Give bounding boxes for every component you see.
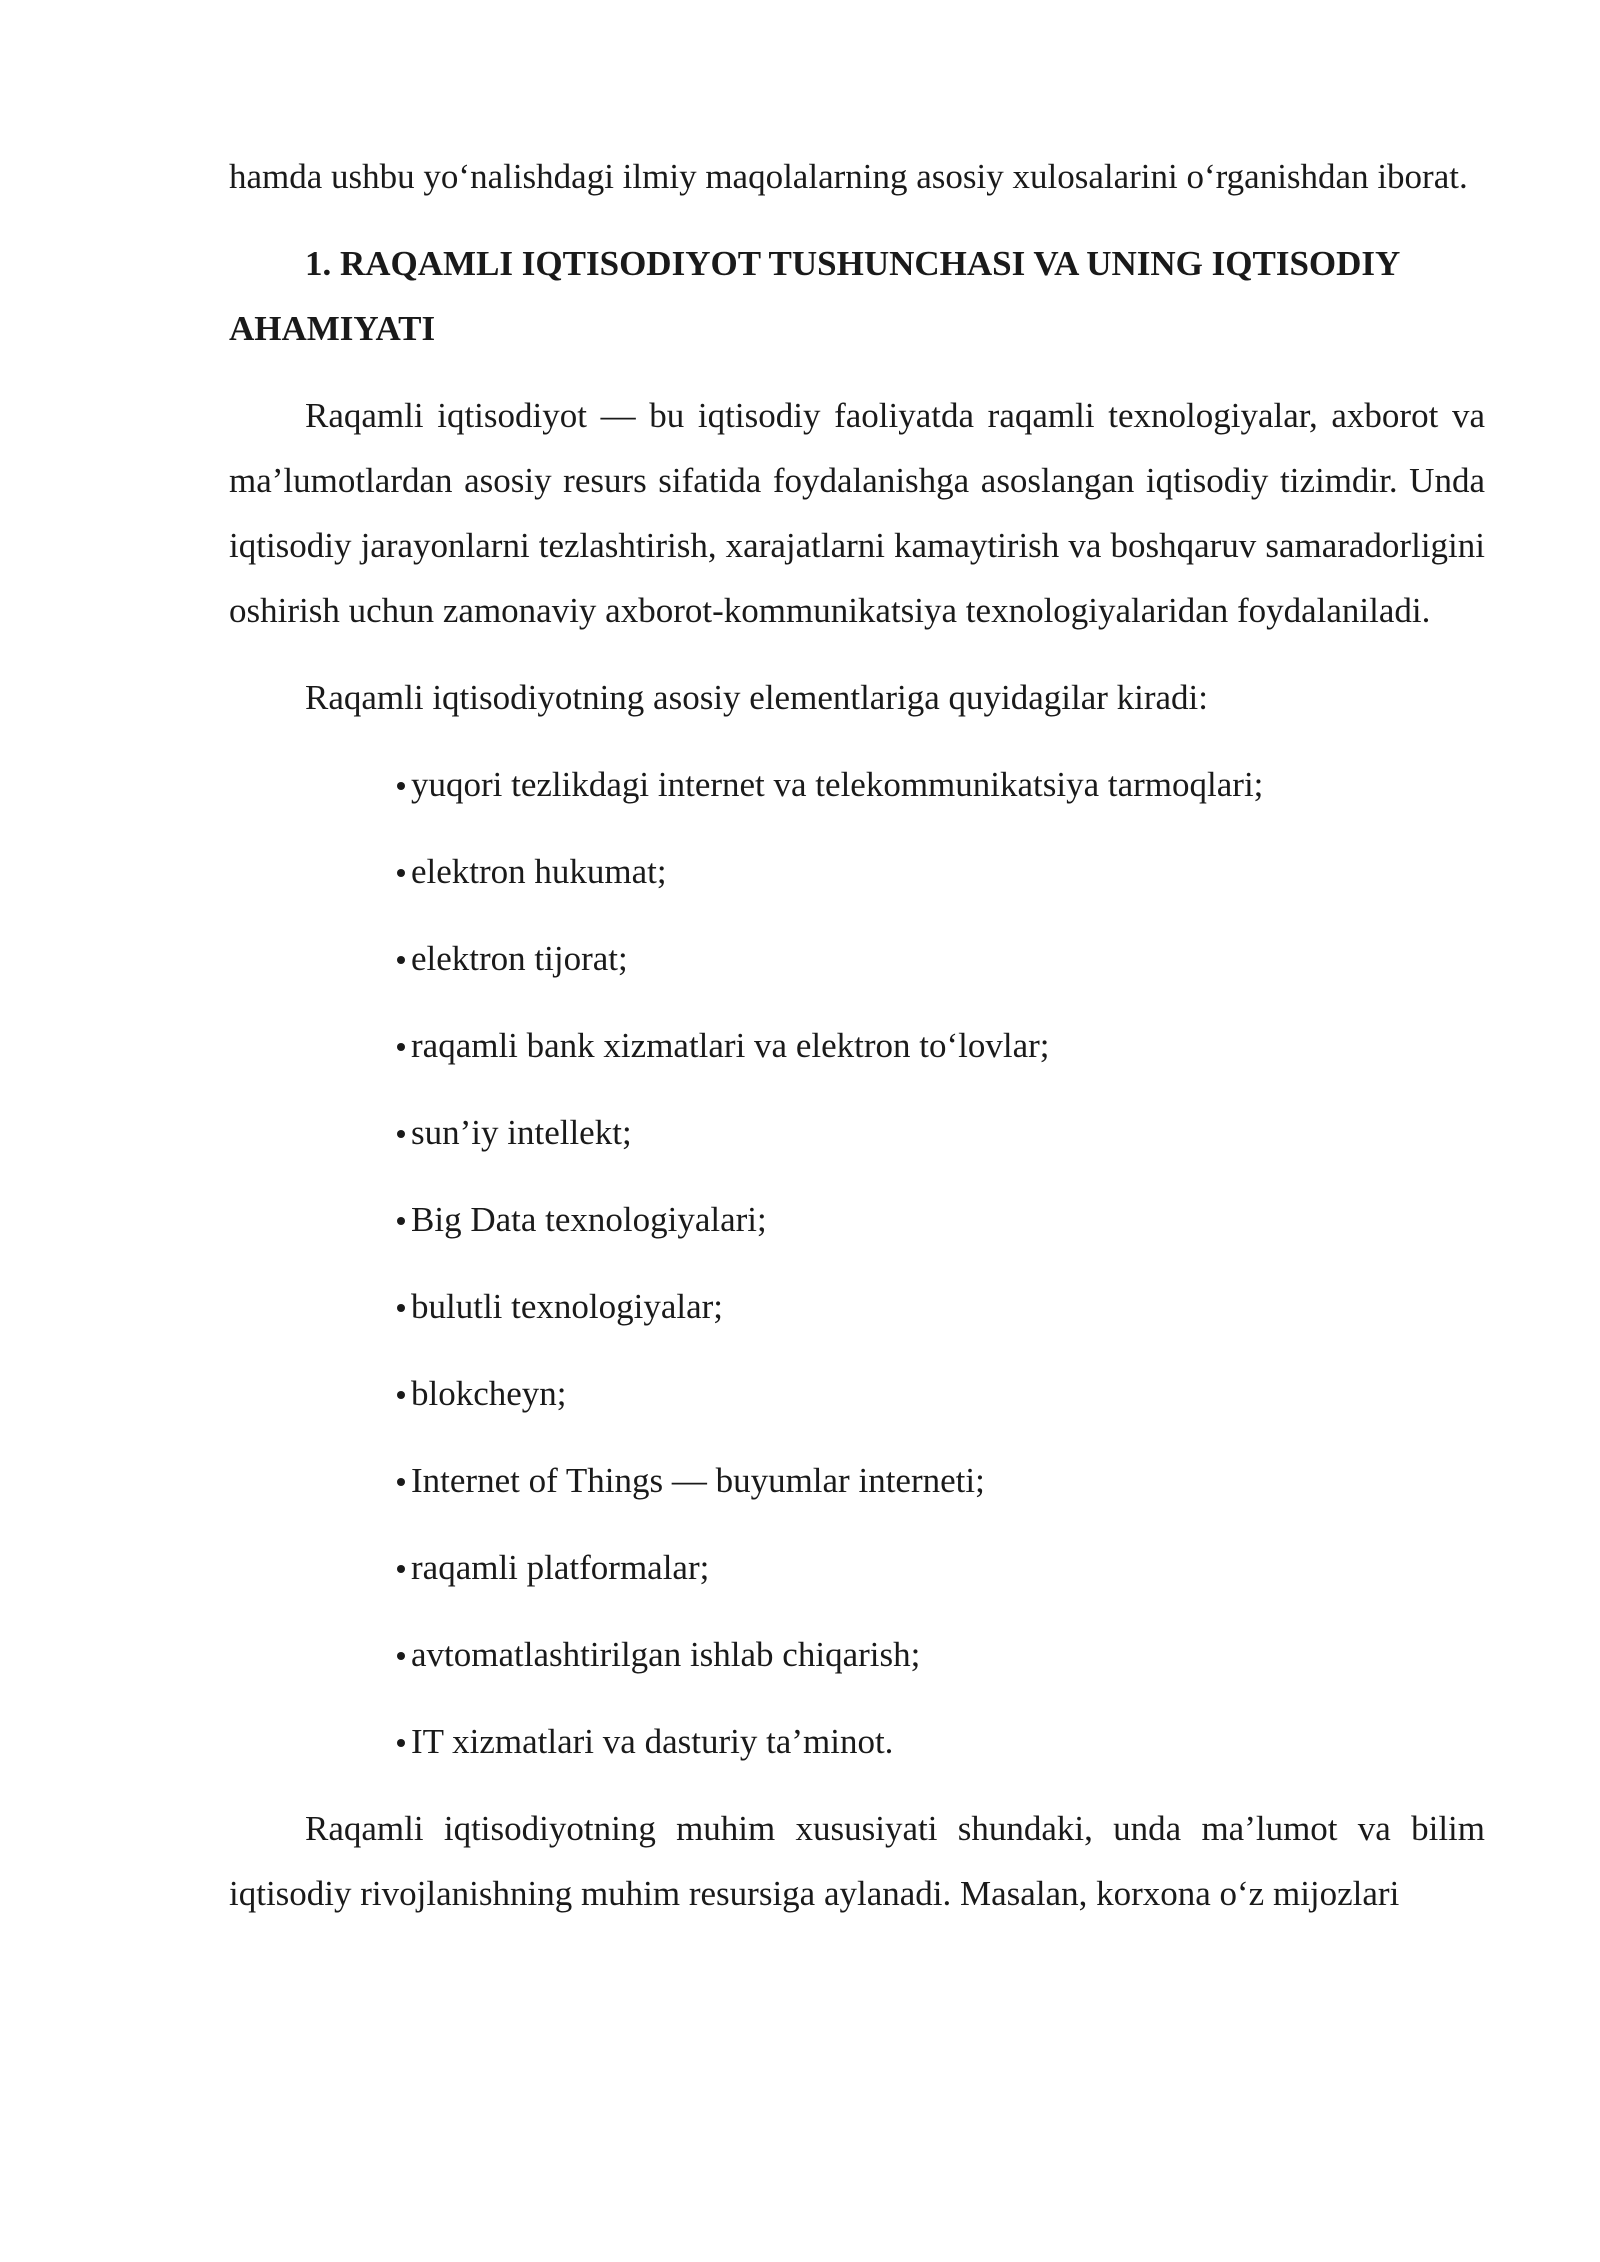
bullet-icon — [397, 956, 405, 964]
list-item-text: avtomatlashtirilgan ishlab chiqarish; — [411, 1635, 921, 1674]
list-item — [397, 1187, 1485, 1252]
bullet-icon — [397, 1565, 405, 1573]
definition-paragraph: Raqamli iqtisodiyot — bu iqtisodiy faoliyatda raqamli texnologiyalar, axborot va ma’lumotlardan asosiy resurs sifatida foydalanishga asoslangan iqtisodiy tizimdir. Unda iqtisodiy jarayonlarni tezlashtirish, xarajatlarni kamaytirish va boshqaruv samaradorligini oshirish uchun zamonaviy axborot-kommunikatsiya texnologiyalaridan foydalaniladi. — [229, 396, 1485, 630]
closing-paragraph: Raqamli iqtisodiyotning muhim xususiyati shundaki, unda ma’lumot va bilim iqtisodiy rivojlanishning muhim resursiga aylanadi. Masalan, korxona o‘z mijozlari — [229, 1809, 1485, 1913]
bullet-icon — [397, 1130, 405, 1138]
list-item-text: sun’iy intellekt; — [411, 1113, 632, 1152]
list-item-text: raqamli bank xizmatlari va elektron to‘lovlar; — [411, 1026, 1050, 1065]
bullet-icon — [397, 1478, 405, 1486]
list-item — [397, 1709, 1485, 1774]
list-item-text: bulutli texnologiyalar; — [411, 1287, 724, 1326]
document-body — [229, 144, 1485, 1926]
list-item — [397, 1361, 1485, 1426]
list-item-text: raqamli platformalar; — [411, 1548, 710, 1587]
list-item — [397, 1622, 1485, 1687]
bullet-icon — [397, 869, 405, 877]
section-heading: 1. RAQAMLI IQTISODIYOT TUSHUNCHASI VA UNING IQTISODIY AHAMIYATI — [229, 244, 1400, 348]
elements-list — [229, 752, 1485, 1774]
list-item — [397, 752, 1485, 817]
bullet-icon — [397, 1217, 405, 1225]
bullet-icon — [397, 1304, 405, 1312]
list-item-text: elektron hukumat; — [411, 852, 667, 891]
bullet-icon — [397, 1391, 405, 1399]
list-item — [397, 1013, 1485, 1078]
bullet-icon — [397, 1043, 405, 1051]
list-item — [397, 1535, 1485, 1600]
list-item-text: Internet of Things — buyumlar interneti; — [411, 1461, 985, 1500]
list-item-text: elektron tijorat; — [411, 939, 628, 978]
list-intro: Raqamli iqtisodiyotning asosiy elementlariga quyidagilar kiradi: — [305, 678, 1209, 717]
list-item-text: Big Data texnologiyalari; — [411, 1200, 767, 1239]
bullet-icon — [397, 1652, 405, 1660]
list-item — [397, 1274, 1485, 1339]
list-item-text: blokcheyn; — [411, 1374, 567, 1413]
list-item — [397, 839, 1485, 904]
list-item — [397, 1100, 1485, 1165]
list-item — [397, 1448, 1485, 1513]
bullet-icon — [397, 782, 405, 790]
intro-paragraph: hamda ushbu yo‘nalishdagi ilmiy maqolalarning asosiy xulosalarini o‘rganishdan iborat. — [229, 157, 1468, 196]
list-item-text: yuqori tezlikdagi internet va telekommunikatsiya tarmoqlari; — [411, 765, 1264, 804]
list-item-text: IT xizmatlari va dasturiy ta’minot. — [411, 1722, 894, 1761]
list-item — [397, 926, 1485, 991]
bullet-icon — [397, 1739, 405, 1747]
